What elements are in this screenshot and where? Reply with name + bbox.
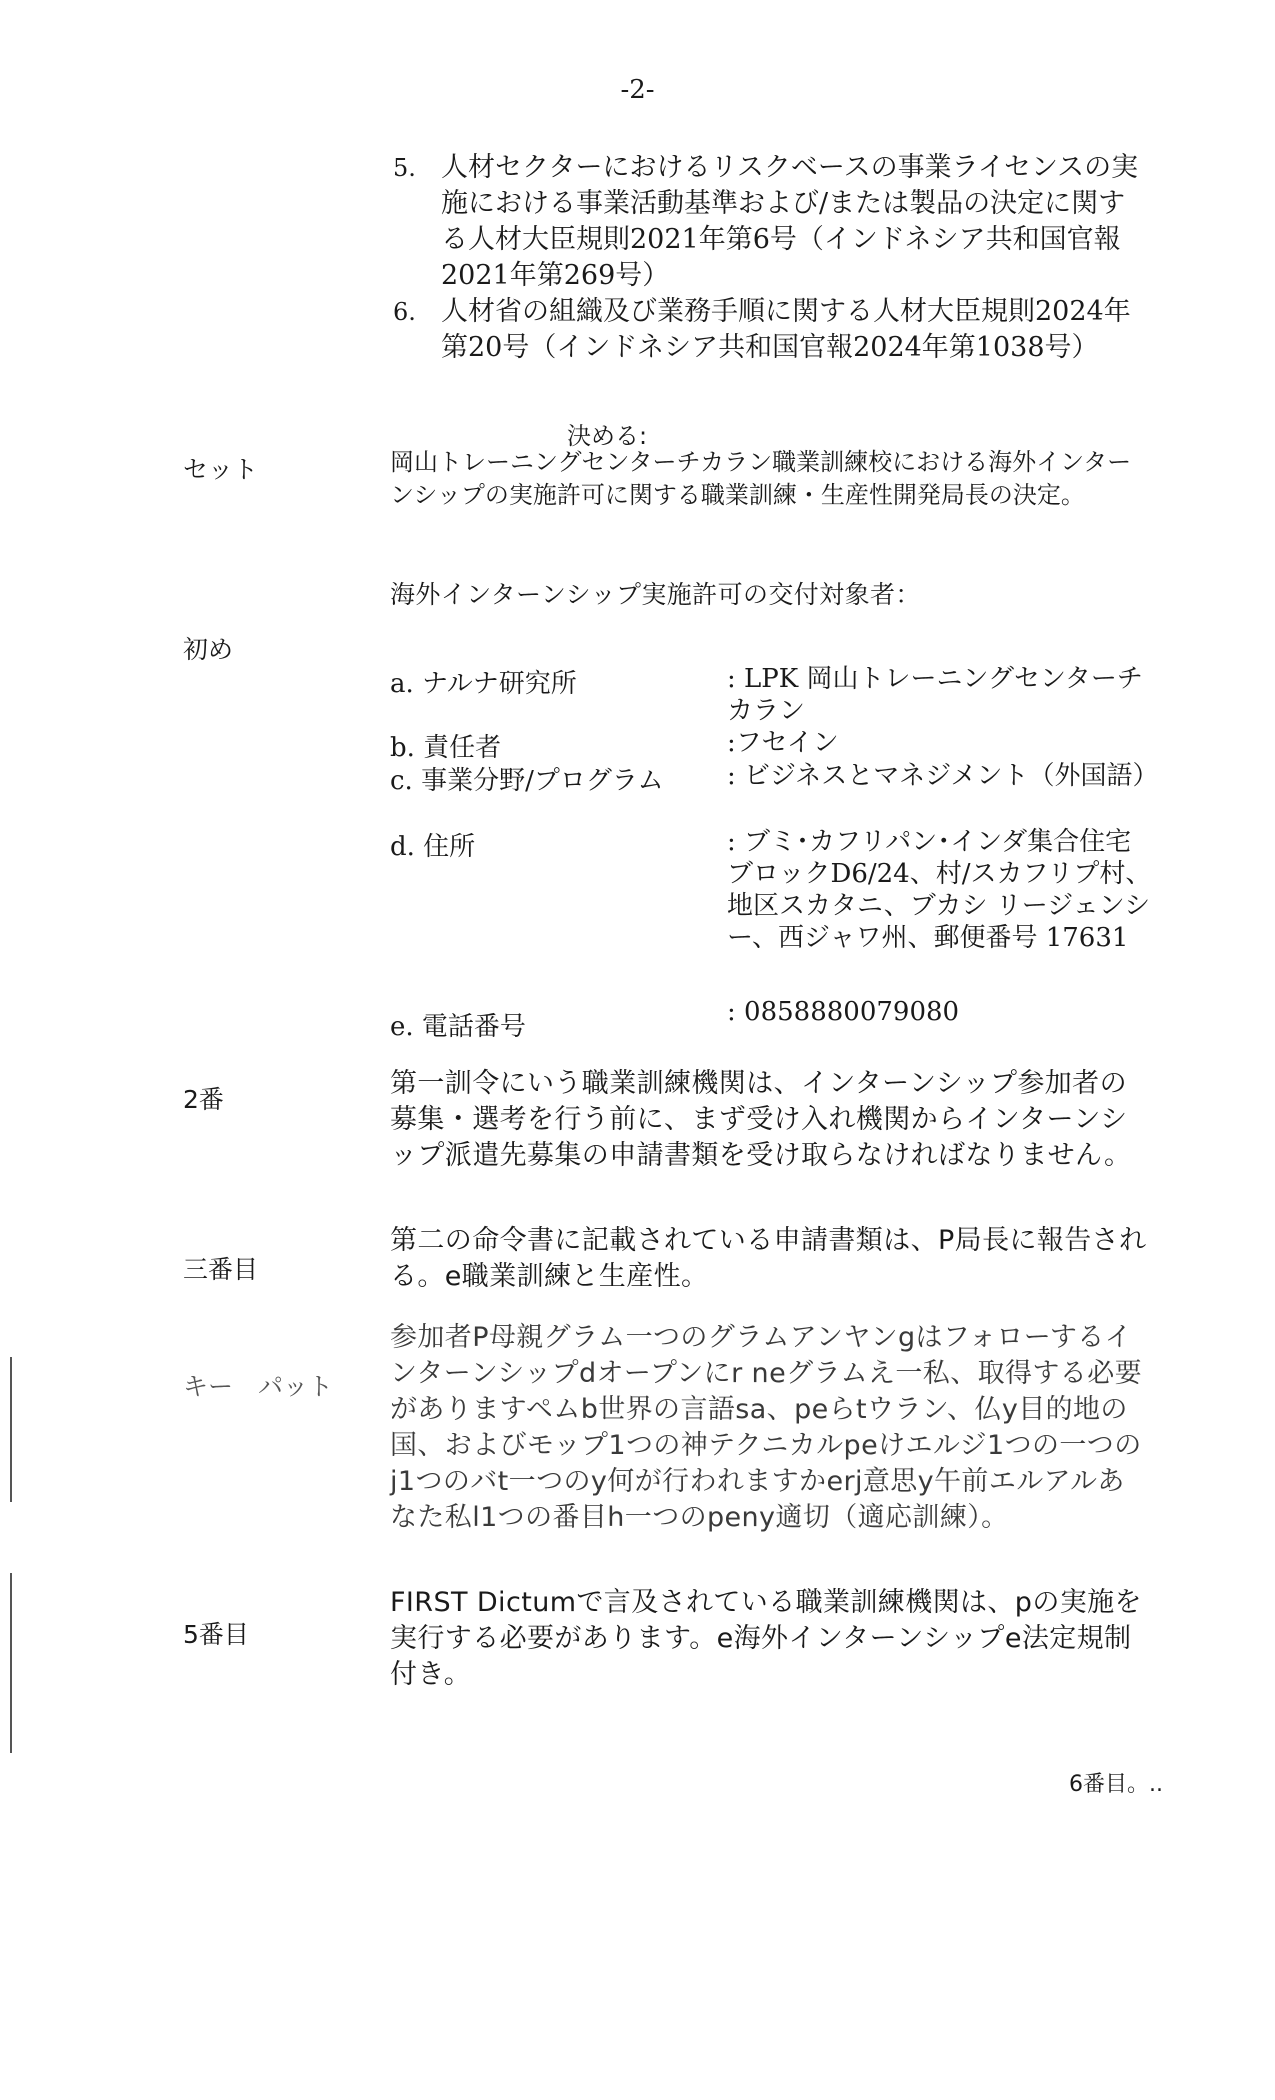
considerations-list bbox=[393, 150, 1150, 366]
margin-line bbox=[10, 1357, 12, 1502]
second-label: 2番 bbox=[183, 1085, 224, 1114]
detail-value: : LPK 岡山トレーニングセンターチカラン bbox=[727, 664, 1143, 726]
decide-heading: 決める: bbox=[567, 422, 648, 450]
fifth-text: FIRST Dictumで言及されている職業訓練機関は、pの実施を実行する必要があります。e海外インターンシップe法定規制付き。 bbox=[390, 1587, 1142, 1690]
consideration-item bbox=[393, 150, 1150, 294]
margin-line bbox=[10, 1573, 12, 1753]
first-label: 初め bbox=[183, 635, 234, 664]
grant-intro: 海外インターンシップ実施許可の交付対象者： bbox=[390, 580, 921, 609]
detail-key: a. ナルナ研究所 bbox=[390, 669, 577, 699]
third-text: 第二の命令書に記載されている申請書類は、P局長に報告される。e職業訓練と生産性。 bbox=[390, 1225, 1147, 1292]
item-text: 人材省の組織及び業務手順に関する人材大臣規則2024年第20号（インドネシア共和国官報2024年第1038号） bbox=[441, 296, 1131, 363]
item-number: 6. bbox=[393, 298, 416, 326]
set-label: セット bbox=[183, 455, 259, 484]
item-text: 人材セクターにおけるリスクベースの事業ライセンスの実施における事業活動基準および/または製品の決定に関する人材大臣規則2021年第6号（インドネシア共和国官報2021年第269号） bbox=[441, 152, 1139, 291]
detail-key: c. 事業分野/プログラム bbox=[390, 766, 664, 796]
detail-key: d. 住所 bbox=[390, 832, 476, 862]
fifth-label: 5番目 bbox=[183, 1620, 249, 1649]
item-number: 5. bbox=[393, 154, 416, 182]
detail-key: e. 電話番号 bbox=[390, 1012, 526, 1042]
detail-key: b. 責任者 bbox=[390, 733, 502, 763]
page-number: -2- bbox=[620, 75, 655, 105]
continued-marker: 6番目。.. bbox=[1069, 1772, 1163, 1797]
fourth-text: 参加者P母親グラム一つのグラムアンヤンgはフォローするインターンシップdオープンにr neグラムえ一私、取得する必要がありますペムb世界の言語sa、peらtウラン、仏y目的地の国、およびモップ1つの神テクニカルpeけエルジ1つの一つのj1つのバt一つのy何が行われますかerj意思y午前エルアルあなた私l1つの番目h一つのpeny適切（適応訓練）。 bbox=[390, 1322, 1143, 1533]
consideration-item bbox=[393, 294, 1150, 366]
fourth-label: キー パット bbox=[183, 1372, 334, 1401]
detail-value: :フセイン bbox=[727, 728, 839, 758]
second-text: 第一訓令にいう職業訓練機関は、インターンシップ参加者の募集・選考を行う前に、まず受け入れ機関からインターンシップ派遣先募集の申請書類を受け取らなければなりません。 bbox=[390, 1068, 1132, 1171]
detail-value: : ブミ･カフリパン･インダ集合住宅ブロックD6/24、村/スカフリプ村、 地区スカタニ、ブカシ リージェンシー、西ジャワ州、郵便番号 17631 bbox=[727, 827, 1243, 953]
third-label: 三番目 bbox=[183, 1255, 259, 1284]
detail-value: : 0858880079080 bbox=[727, 997, 960, 1027]
detail-value: : ビジネスとマネジメント（外国語） bbox=[727, 761, 1159, 791]
set-text: 岡山トレーニングセンターチカラン職業訓練校における海外インターンシップの実施許可に関する職業訓練・生産性開発局長の決定。 bbox=[390, 448, 1132, 509]
